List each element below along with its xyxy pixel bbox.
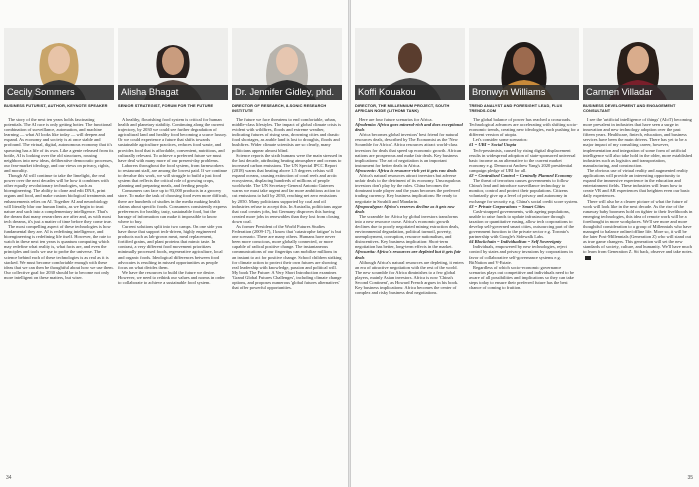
paragraph: Let's consider some scenarios: — [473, 137, 528, 143]
paragraph: The most compelling aspect of these technologies is how fundamental they are. AI is redefining intelligence, and bioengineering is redefining life itself. However, the rate to watch in these next ten years is quantum computing which may redefine what reality is, what facts are, and even the principles and tools we use to probe the universe. The science behind each of these technologies is as real as it is stacked. We must become comfortable enough with these ideas that we can then be thoughtful about how we use them. Our collective goal for 2030 should be to become not only more intelligent on these matters, but wiser. — [4, 223, 114, 280]
paragraph: Although Africa's natural resources are depleting, it enters an era of attractive negotiation with the rest of the world. The new scramble for Africa diminishes to a few global players, mainly Asian investors. Africa is now 'China's Second Continent', as Howard French argues in his book. Key business implications: Africa becomes the center of complex and risky business deal negotiations. — [355, 259, 464, 296]
profile-column — [4, 28, 114, 478]
left-page — [0, 0, 348, 487]
paragraph: Consumers can face up to 93,000 products in a grocery store. To make the task of choosing food even more difficult, there are hundreds of studies in the media making health claims about specific foods. Consumers consistently express preferences for healthy, tasty, sustainable food, but the barrage of information can make it impossible to know where to buy. — [118, 188, 228, 224]
article-body — [4, 117, 114, 280]
scenario-heading: #2 = Centralised Control = Centrally Planned Economy — [469, 173, 573, 179]
article-body — [469, 117, 579, 290]
scenario-heading: Afrosurtia: Africa's resources are depleted but it gets fair deals — [355, 249, 461, 260]
scenario-heading: Afrodemia: Africa goes mineral-rich and does exceptional deals — [355, 122, 463, 133]
person-name: Alisha Bhagat — [118, 85, 228, 100]
profile-column — [583, 28, 693, 478]
right-page — [351, 0, 699, 487]
scenario-heading: Afropocalypse: Africa's reserves decline as it gets raw deals — [355, 203, 455, 214]
page-number: 35 — [687, 475, 693, 481]
portrait-photo — [232, 28, 342, 100]
person-name: Bronwyn Williams — [469, 85, 579, 100]
person-role: BUSINESS DEVELOPMENT AND ENGAGEMENT CONSULTANT — [583, 103, 676, 113]
person-name: Cecily Sommers — [4, 85, 114, 100]
end-of-article-icon — [585, 256, 591, 260]
paragraph: Tech-pessimists, caused by rising digital displacement results in widespread adoption of state-sponsored universal basic income as an alternative to the current market economy e.g. Democrat Andrew Yang's 2020 presidential campaign pledge of UBI for all. — [469, 147, 576, 173]
page-number: 34 — [6, 475, 12, 481]
portrait-photo — [583, 28, 693, 100]
paragraph: Here are four future scenarios for Africa. — [359, 117, 433, 122]
paragraph: The scramble for Africa by global investors transforms into a new resource curse. Africa's economic growth declines due to poorly negotiated mining extraction deals, environmental degradation, political turmoil, poverty, unemployment, corruption, resource nationalism, and disincentives. Key business implication: Short-term negotiation has better, long-term effects in the market. — [355, 213, 460, 250]
person-role: DIRECTOR, THE MILLENNIUM PROJECT, SOUTH AFRICAN NODE (LITHOMI TANK) — [355, 103, 450, 113]
paragraph: The obvious use of virtual reality and augmented reality applications will provide an interesting opportunity to expand the immersive experience in the education and entertainment fields. These industries will learn how to create VR and AR experiences that heighten even our basic daily experiences. — [583, 167, 690, 199]
paragraph: The global balance of power has reached a crossroads. Technological advances are accelerating with shifting socio-economic trends, creating new ideologies, each pushing for a different version of utopia. — [469, 117, 579, 138]
paragraph: Regardless of which socio-economic governance scenarios plays out competitive and individuals need to be aware of all possibilities and implications so they can take steps today to ensure their preferred future has the best chance of coming to fruition. — [469, 264, 574, 291]
paragraph: As former President of the World Futures Studies Federation (2009-17), I know that 'catastrophe fatigue' is but one scenario. There are many others. Humans have never been more conscious, more globally connected, or more capable of radical positive change. The instantaneous communications of our fingertips can mobilize millions in an instant to act for positive change. School children striking for climate action to protect their own futures are showing real leadership with knowledge, passion and political will. My book The Future: A Very Short Introduction examines 'Grand Global Futures Challenges', including climate change options, and proposes numerous 'global futures alternatives' that offer powerful opportunities. — [232, 223, 342, 291]
article-body — [355, 117, 465, 295]
profile-column — [469, 28, 579, 478]
article-body — [583, 117, 693, 260]
paragraph: The story of the next ten years holds fascinating potentials. The AI race is only getting hotter. The functional combination of surveillance, automation, and machine learning — what AI looks like today — will deepen and expand. As economy and society is at once stable and profound. The virtual, digital, autonomous economy that it's spawning has a life of its own. Like a genie released from its bottle, AI is looking over the old structures, rousing neighbors into new ideas, deliberative democratic processes, our fear-market ideology, and our views on privacy, rights, and morality. — [4, 117, 114, 173]
portrait-photo — [355, 28, 465, 100]
profile-column — [118, 28, 228, 478]
paragraph: Africa's natural resources attract investors but adverse unfair deals to the detriment of its economy. Unscrupulous investors don't play by the rules. China becomes the dominant trade player and the yuan becomes the preferred trading currency. Key business implications: Be ready to negotiate in Swahili and Mandarin. — [355, 173, 461, 204]
scenario-heading: Afroscenic: Africa is resource-rich yet it gets raw deals — [355, 167, 457, 173]
person-role: TREND ANALYST AND FORESIGHT LEAD, FLUX TRENDS.COM — [469, 103, 563, 113]
scenario-heading: #1 = UBI = Social Utopia — [469, 142, 517, 148]
person-role: SENIOR STRATEGIST, FORUM FOR THE FUTURE — [118, 103, 214, 108]
scenario-heading: #3 = Private Corporations = Smart Cities — [469, 203, 545, 209]
person-name: Koffi Kouakou — [355, 85, 465, 100]
profile-column — [232, 28, 342, 478]
person-role: DIRECTOR OF RESEARCH, 8-SONIC RESEARCH INSTITUTE — [232, 103, 327, 113]
person-role: BUSINESS FUTURIST, AUTHOR, KEYNOTE SPEAKER — [4, 103, 108, 108]
profile-column — [355, 28, 465, 478]
portrait-photo — [469, 28, 579, 100]
paragraph: Current solutions split into two camps. On one side you have those that support tech-driven, highly engineered products such as lab-grown meat, meal replacement, fortified grains, and plant proteins that mimic taste. In contrast, a very different food movement prioritizes minimally processed foods, regenerative agriculture, local and organic foods. Ideological differences between food advocates is resulting in missed opportunities as people focus on what divides them. — [118, 223, 223, 270]
paragraph-text: There will also be a clearer picture of what the future of work will look like in the next decade. As the rise of the runaway baby boomers hold on tighter to their livelihoods in emerging technologies, this idea of remote work will be a forethought in more workplaces. We'll see more and more thoughtful consideration to a group of Millennials who have managed to balance online/offline life. More so, it will be the later Post-Millennials (Generation Z) who will stand out as true game changers. This generation will set the new standards of society, culture, and humanity. We'll have much to learn from Generation Z. Sit back, observe and take notes. — [583, 198, 693, 255]
paragraph: I see the 'artificial intelligence of things' (AIoT) becoming more prevalent in industries that have seen a surge in innovation and new technology adoption over the past fifteen years. Healthcare, fintech, education, and business services have been the main drivers. There has yet to be a major impact of my consulting career, however, implementation and integration of some form of artificial intelligence will also take hold in the older, more established industries such as logistics and transportation, manufacturing, and construction. — [583, 117, 693, 168]
scenario-heading: #4 Blockchain = Individualism = Self Sovereignty — [469, 239, 562, 245]
paragraph: A healthy, flourishing food system is critical for human health and planetary stability. Continuing along the current trajectory, by 2030 we could see further degradation of agricultural land and healthy food becoming a scarce luxury. Or we could experience a future that shifts towards sustainable agriculture practices, reduces food waste, and provides food that is affordable, convenient, nutritious, and culturally relevant. To achieve a preferred future we must have deal with many more of our present-day problems. — [118, 117, 228, 163]
paragraph: Cash-strapped governments, with ageing populations, unable to raise funds to update infrastructure through taxation or quantitative easing, allow tech corporations to develop self-governed smart cities, outsourcing part of the government function to the private sector e.g. Toronto's partnership with Google's Sidewalk Labs. — [469, 208, 574, 240]
article-body — [232, 117, 342, 290]
paragraph: Though AI will continue to take the limelight, the real power over the next decades will be how it combines with other equally revolutionary technologies, such as bioengineering. The ability to clone and edit DNA, print organs and food, and make custom biological treatments and enhancements relies on AI. Together AI and neurobiology will literally blur our human limits, as we begin to trust nature and such into a complementary intelligence. That's the dream that many researchers are after and, as with most tech dreams, it's just a matter of time before they come true. — [4, 173, 114, 224]
paragraph — [583, 199, 693, 260]
paragraph: Science reports the sixth humans were the main stressed in the last decade, attributing heating atmosphere and oceans to increased carbon emissions. The UN Special IPCC Report (2018) warns that heating above 1.5 degrees celsius will expand oceans, causing extinction of coral reefs and arctic ecosystems, displacing hundreds of millions of people worldwide. The UN Secretary-General Antonio Guterres warns we must take urgent and far more ambitious action to cut emissions to half by 2030, reaching net zero emissions by 2050. Many politicians supported by coal and oil industries refuse to accept this. In Australia, politicians argue that coal creates jobs, but Germany disproves this having created more jobs in renewables than they lost from closing down coal. — [232, 152, 342, 224]
portrait-photo — [118, 28, 228, 100]
paragraph: We have the resources to build the future we desire. However, we need to rethink our values and norms in order to collaborate to achieve a sustainable food system. — [118, 269, 225, 285]
paragraph: The threat of terrorism causes governments to follow China's lead and introduce surveillance technology to monitor, control and protect their populations. Citizens voluntarily give up a level of privacy and autonomy in exchange for security e.g. China's social credit score system. — [469, 178, 579, 204]
portrait-photo — [4, 28, 114, 100]
article-body — [118, 117, 228, 285]
paragraph: Individuals, empowered by new technologies, reject control by states and privacy invasions by corporations in favor of collaborative self-governance systems e.g. BitNation and V-Estate. — [469, 244, 573, 265]
paragraph: Laborers throughout the food system, from farmworkers to restaurant staff, are among the lowest paid. If we continue to devalue this work, we will struggle to build a just food system that reflects the critical role of growing crops, planning and preparing meals, and feeding people. — [118, 162, 228, 189]
paragraph: Africa becomes global investors' best friend for natural resources deals, described by The Economist as the 'New Scramble for Africa'. Africa resources attract world-class investors for deals that speed up economic growth. African nations are prosperous and make fair deals. Key business implications: The art of negotiation is an important instrument for better deals in Africa. — [355, 132, 462, 168]
person-name: Dr. Jennifer Gidley, phd. — [232, 85, 342, 100]
person-name: Carmen Villadar — [583, 85, 693, 100]
paragraph: The future we face threatens to end comfortable, urban, middle-class lifestyles. The impact of global climate crisis is evident with wildfires, floods and extreme weather, indicating futures of rising seas, drowning cities and drastic food shortages, as arable land is lost to droughts, floods and bushfires. Wider climate scientists are so clearly, many politicians appear almost blind. — [232, 117, 342, 153]
